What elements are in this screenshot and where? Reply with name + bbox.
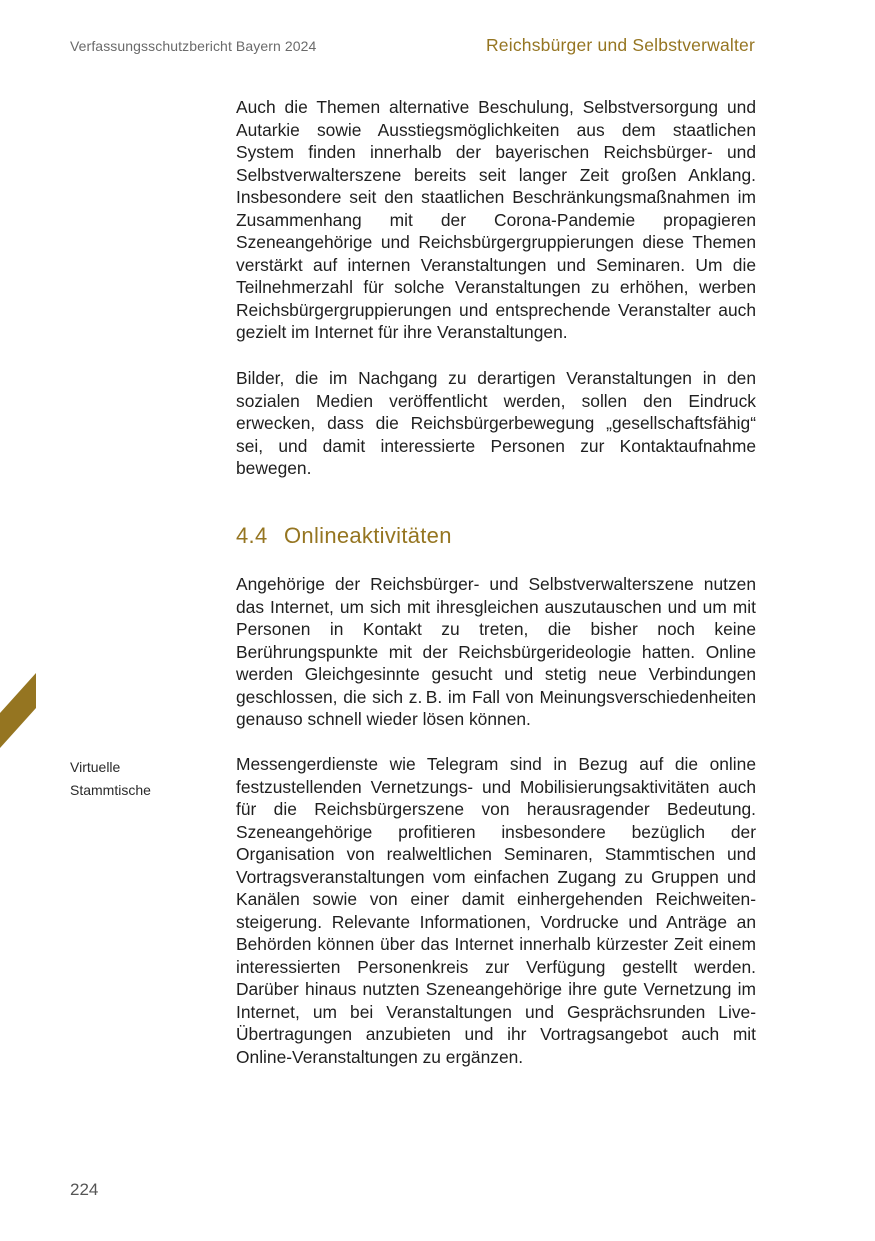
page-number: 224 — [70, 1180, 99, 1199]
paragraph-internet-use: Angehörige der Reichsbürger- und Selbstverwalterszene nutzen das Internet, um sich mit ihresgleichen auszutauschen und um mit Personen in Kontakt zu treten, die bisher noch keine Berührungspunkte mit der Reichsbürgerideologie hatten. Online werden Gleichgesinnte gesucht und stetig neue Verbindungen geschlossen, die sich z. B. im Fall von Meinungsverschiedenheiten genauso schnell wieder lösen können. — [236, 574, 756, 729]
running-header-publication: Verfassungsschutzbericht Bayern 2024 — [70, 38, 317, 54]
running-header-chapter: Reichsbürger und Selbstverwalter — [485, 35, 755, 55]
paragraph-images: Bilder, die im Nachgang zu derartigen Veranstaltungen in den sozialen Medien veröffentlicht werden, sollen den Eindruck erwecken, dass die Reichsbürgerbewegung „gesellschaftsfähig“ sei, und damit interessierte Personen zur Kontaktaufnahme bewegen. — [236, 368, 756, 478]
paragraph-messenger: Messengerdienste wie Telegram sind in Bezug auf die online festzustellenden Vernetzungs- und Mobilisierungsaktivitäten auch für die Reichsbürgerszene von herausragender Bedeutung. Szeneangehörige profitieren insbesondere bezüglich der Organisation von realweltlichen Seminaren, Stammtischen und Vortragsveranstaltungen vom einfachen Zugang zu Gruppen und Kanälen sowie von einer damit einhergehenden Reichweitensteigerung. Relevante Informationen, Vordrucke und Anträge an Behörden können über das Internet innerhalb kürzester Zeit einem interessierten Personenkreis zur Verfügung gestellt werden. Darüber hinaus nutzten Szeneangehörige ihre gute Vernetzung im Internet, um bei Veranstaltungen und Gesprächsrunden Live-Übertragungen anzubieten und ihr Vortragsangebot auch mit Online-Veranstaltungen zu ergänzen. — [236, 754, 756, 1067]
margin-note-line-2: Stammtische — [70, 781, 151, 798]
margin-note — [70, 756, 210, 801]
margin-note-line-1: Virtuelle — [70, 759, 121, 775]
chapter-tab-marker — [0, 673, 36, 748]
section-title: Onlineaktivitäten — [284, 523, 452, 548]
paragraph-themes: Auch die Themen alternative Beschulung, Selbstversorgung und Autarkie sowie Ausstiegsmöglichkeiten aus dem staatlichen System finden innerhalb der bayerischen Reichsbürger- und Selbstverwalterszene bereits seit langer Zeit großen Anklang. Insbesondere seit den staatlichen Beschränkungsmaßnahmen im Zusammenhang mit der Corona-Pandemie propagieren Szeneangehörige und Reichsbürgergruppierungen diese Themen verstärkt auf internen Veranstaltungen und Seminaren. Um die Teilnehmerzahl für solche Veranstaltungen zu erhöhen, werben Reichsbürgergruppierungen und entsprechende Veranstalter auch gezielt im Internet für ihre Veranstaltungen. — [236, 97, 756, 342]
section-number: 4.4 — [236, 523, 268, 548]
section-heading — [236, 523, 452, 549]
